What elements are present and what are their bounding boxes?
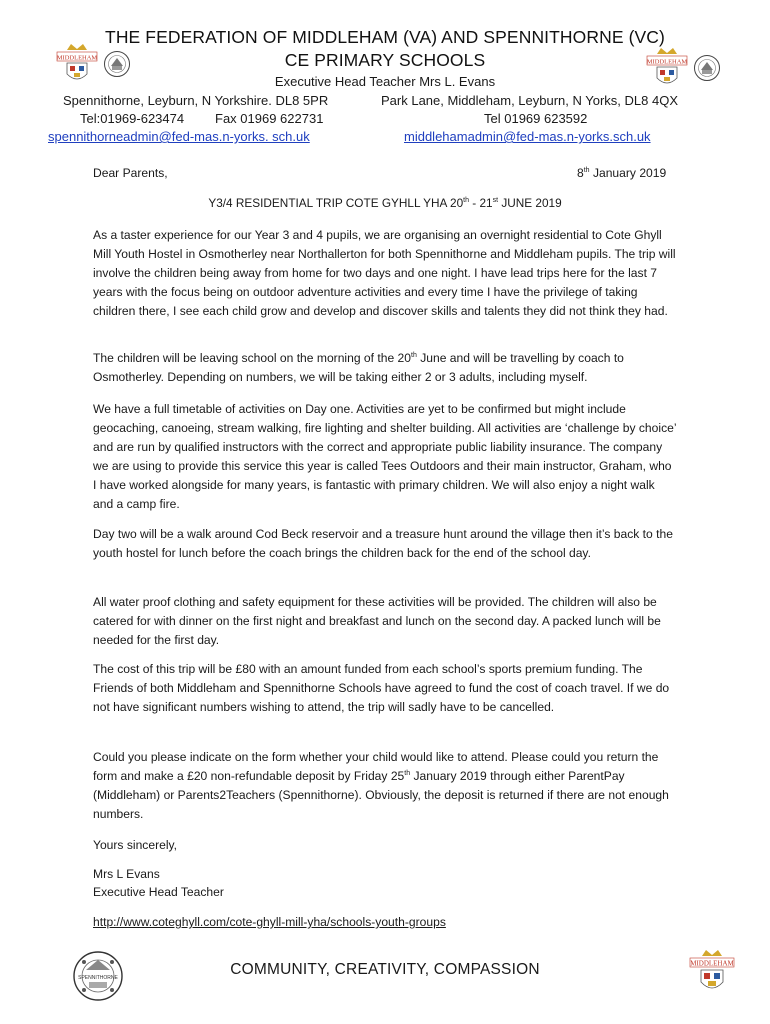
letterhead-title-line2: CE PRIMARY SCHOOLS: [284, 50, 486, 70]
executive-head-line: Executive Head Teacher Mrs L. Evans: [274, 74, 496, 89]
svg-text:MIDDLEHAM: MIDDLEHAM: [690, 959, 734, 968]
letter-date: 8th January 2019: [577, 166, 667, 180]
paragraph-intro: As a taster experience for our Year 3 and 4 pupils, we are organising an overnight residential to Cote Ghyll Mill Youth Hostel in Osmotherley near Northallerton for both Spennithorne and Middleham pupils. The trip will involve the children being away from home for two days and one night. I have lead trips here for the last 7 years with the focus being on outdoor adventure activities and every time I have the privilege of taking children there, I see each child grow and develop and discover skills and talents they did not think they had.: [93, 228, 676, 318]
middleham-footer-crest-icon: [688, 950, 736, 996]
spennithorne-email-link[interactable]: spennithorneadmin@fed-mas.n-yorks. sch.uk: [48, 129, 310, 144]
letter-subject: Y3/4 RESIDENTIAL TRIP COTE GYHLL YHA 20th - 21st JUNE 2019: [208, 196, 562, 210]
spennithorne-fax: Fax 01969 622731: [215, 111, 324, 126]
closing: Yours sincerely,: [93, 838, 178, 852]
svg-text:MIDDLEHAM: MIDDLEHAM: [646, 58, 688, 66]
middleham-tel: Tel 01969 623592: [484, 111, 588, 126]
paragraph-activities: We have a full timetable of activities on Day one. Activities are yet to be confirmed but might include geocaching, canoeing, stream walking, fire lighting and shelter building. All activities are ‘challenge by choice’ and are run by qualified instructors with the correct and appropriate public liability insurance. The company we are using to provide this service this year is called Tees Outdoors and their main instructor, Graham, who I have worked alongside for many years, is fantastic with primary children. We will also enjoy a night walk and a camp fire.: [93, 402, 677, 511]
paragraph-cost: The cost of this trip will be £80 with an amount funded from each school’s sports premium funding. The Friends of both Middleham and Spennithorne Schools have agreed to fund the cost of coach travel. If we do not have significant numbers wishing to attend, the trip will sadly have to be cancelled.: [93, 662, 670, 714]
footer-motto: COMMUNITY, CREATIVITY, COMPASSION: [230, 961, 540, 978]
middleham-email-link[interactable]: middlehamadmin@fed-mas.n-yorks.sch.uk: [404, 129, 651, 144]
spennithorne-address: Spennithorne, Leyburn, N Yorkshire. DL8 5PR: [63, 93, 329, 108]
svg-text:SPENNITHORNE: SPENNITHORNE: [78, 975, 118, 981]
paragraph-deposit: Could you please indicate on the form whether your child would like to attend. Please could you return the form and make a £20 non-refundable deposit by Friday 25th January 2019 through either ParentPay (Middleham) or Parents2Teachers (Spennithorne). Obviously, the deposit is returned if there are not enough numbers.: [93, 750, 669, 821]
svg-text:MIDDLEHAM: MIDDLEHAM: [56, 54, 98, 62]
middleham-address: Park Lane, Middleham, Leyburn, N Yorks, DL8 4QX: [381, 93, 678, 108]
salutation: Dear Parents,: [93, 166, 168, 180]
paragraph-day-two: Day two will be a walk around Cod Beck reservoir and a treasure hunt around the village then it’s back to the youth hostel for lunch before the coach brings the children back for the end of the school day.: [93, 527, 673, 560]
letterhead-title-line1: THE FEDERATION OF MIDDLEHAM (VA) AND SPENNITHORNE (VC): [105, 27, 665, 47]
cote-ghyll-link[interactable]: http://www.coteghyll.com/cote-ghyll-mill-yha/schools-youth-groups: [93, 915, 446, 929]
signature-title: Executive Head Teacher: [93, 885, 224, 899]
signature-name: Mrs L Evans: [93, 867, 160, 881]
spennithorne-tel: Tel:01969-623474: [80, 111, 185, 126]
paragraph-departure: The children will be leaving school on the morning of the 20th June and will be travelling by coach to Osmotherley. Depending on numbers, we will be taking either 2 or 3 adults, including myself.: [93, 351, 624, 384]
paragraph-equipment: All water proof clothing and safety equipment for these activities will be provided. The children will also be catered for with dinner on the first night and breakfast and lunch on the second day. A packed lunch will be needed for the first day.: [93, 595, 661, 647]
